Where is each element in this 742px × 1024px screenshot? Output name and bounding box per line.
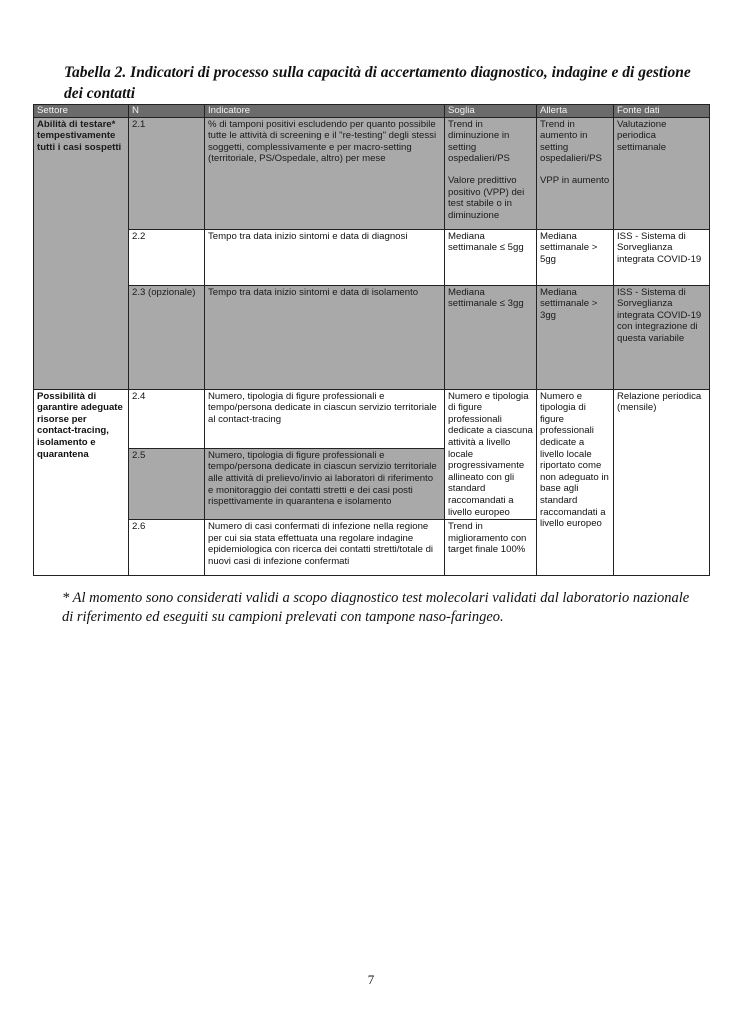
cell-fonte: ISS - Sistema di Sorveglianza integrata COVID-19 xyxy=(614,229,710,285)
table-header-row xyxy=(34,105,710,118)
cell-n: 2.5 xyxy=(129,448,205,519)
cell-fonte: ISS - Sistema di Sorveglianza integrata COVID-19 con integrazione di questa variabile xyxy=(614,285,710,389)
cell-indicatore: Numero, tipologia di figure professionali e tempo/persona dedicate in ciascun servizio territoriale alle attività di prelievo/invio ai laboratori di riferimento e monitoraggio dei contatti stretti e dei casi posti rispettivamente in quarantena e isolamento xyxy=(205,448,445,519)
cell-n: 2.1 xyxy=(129,117,205,229)
cell-soglia-part: Trend in diminuzione in setting ospedalieri/PS xyxy=(448,118,510,165)
cell-allerta: Mediana settimanale > 3gg xyxy=(537,285,614,389)
header-n: N xyxy=(129,105,205,118)
cell-indicatore: Numero, tipologia di figure professionali e tempo/persona dedicate in ciascun servizio territoriale al contact-tracing xyxy=(205,389,445,448)
cell-soglia: Mediana settimanale ≤ 3gg xyxy=(445,285,537,389)
cell-fonte-shared: Relazione periodica (mensile) xyxy=(614,389,710,576)
sector-cell-testing: Abilità di testare* tempestivamente tutti i casi sospetti xyxy=(34,117,129,389)
cell-n: 2.6 xyxy=(129,520,205,576)
cell-soglia-shared: Numero e tipologia di figure professionali dedicate a ciascuna attività a livello locale progressivamente allineato con gli standard raccomandati a livello europeo xyxy=(445,389,537,520)
sector-cell-resources: Possibilità di garantire adeguate risorse per contact-tracing, isolamento e quarantena xyxy=(34,389,129,576)
page-number: 7 xyxy=(367,972,375,987)
table-row xyxy=(34,389,710,448)
cell-n: 2.3 (opzionale) xyxy=(129,285,205,389)
header-fonte: Fonte dati xyxy=(614,105,710,118)
header-indicatore: Indicatore xyxy=(205,105,445,118)
table-title xyxy=(64,62,704,104)
cell-n: 2.4 xyxy=(129,389,205,448)
table-row xyxy=(34,117,710,229)
cell-allerta-part: VPP in aumento xyxy=(540,174,610,186)
cell-indicatore: Tempo tra data inizio sintomi e data di diagnosi xyxy=(205,229,445,285)
cell-indicatore: % di tamponi positivi escludendo per quanto possibile tutte le attività di screening e il "re-testing" degli stessi soggetti, complessivamente e per macro-setting (territoriale, PS/Ospedale, altro) per mese xyxy=(205,117,445,229)
header-allerta: Allerta xyxy=(537,105,614,118)
cell-allerta-part: Trend in aumento in setting ospedalieri/PS xyxy=(540,118,602,165)
cell-allerta-shared: Numero e tipologia di figure professionali dedicate a livello locale riportato come non adeguato in base agli standard raccomandati a livello europeo xyxy=(537,389,614,576)
table-title-line-1: Tabella 2. Indicatori di processo sulla capacità di accertamento diagnostico, indagine e di gestione xyxy=(64,64,691,81)
cell-soglia xyxy=(445,117,537,229)
footnote: * Al momento sono considerati validi a scopo diagnostico test molecolari validati dal laboratorio nazionale di riferimento ed eseguiti su campioni prelevati con tampone naso-faringeo. xyxy=(62,590,690,625)
cell-n: 2.2 xyxy=(129,229,205,285)
header-soglia: Soglia xyxy=(445,105,537,118)
cell-soglia: Trend in miglioramento con target finale 100% xyxy=(445,520,537,576)
cell-soglia-part: Valore predittivo positivo (VPP) dei test stabile o in diminuzione xyxy=(448,174,525,221)
cell-fonte: Valutazione periodica settimanale xyxy=(614,117,710,229)
header-settore: Settore xyxy=(34,105,129,118)
table-title-line-2: dei contatti xyxy=(64,85,136,102)
table-row xyxy=(34,229,710,285)
cell-soglia: Mediana settimanale ≤ 5gg xyxy=(445,229,537,285)
cell-allerta: Mediana settimanale > 5gg xyxy=(537,229,614,285)
cell-allerta xyxy=(537,117,614,229)
indicators-table xyxy=(33,104,710,576)
table-row xyxy=(34,285,710,389)
cell-indicatore: Numero di casi confermati di infezione nella regione per cui sia stata effettuata una regolare indagine epidemiologica con ricerca dei contatti stretti/totale di nuovi casi di infezione confermati xyxy=(205,520,445,576)
cell-indicatore: Tempo tra data inizio sintomi e data di isolamento xyxy=(205,285,445,389)
